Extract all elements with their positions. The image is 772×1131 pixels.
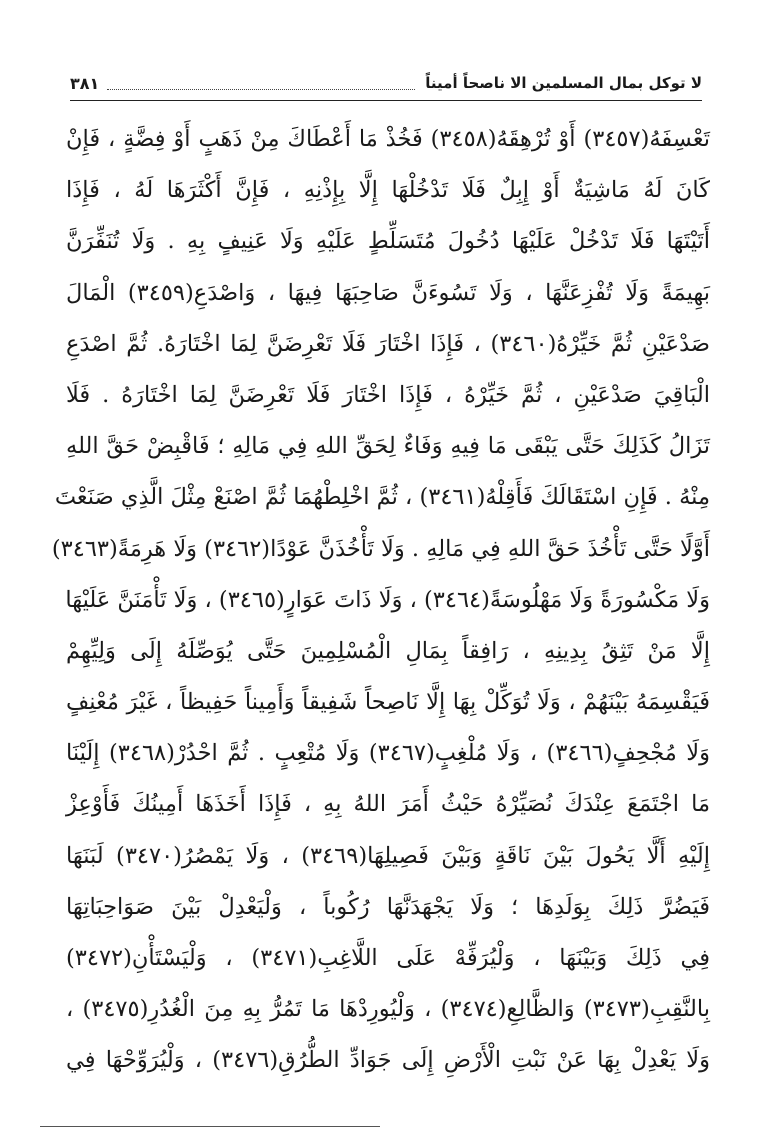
text-line: بِالنَّقِبِ(٣٤٧٣) وَالظَّالِعِ(٣٤٧٤) ، وَلْيُورِدْهَا مَا تَمُرُّ بِهِ مِنَ الْغُدُرِ(٣٤٧٥) ،	[66, 996, 711, 1023]
text-line: فَيَضُرَّ ذَلِكَ بِوَلَدِهَا ؛ وَلَا يَجْهَدَنَّهَا رُكُوباً ، وَلْيَعْدِلْ بَيْنَ صَوَاحِبَاتِهَا	[66, 893, 710, 920]
text-line: وَلَا مَكْسُورَةً وَلَا مَهْلُوسَةً(٣٤٦٤) ، وَلَا ذَاتَ عَوَارٍ(٣٤٦٥) ، وَلَا تَأْمَنَنَّ عَلَيْهَا	[65, 586, 710, 613]
text-line: وَلَا يَعْدِلْ بِهَا عَنْ نَبْتِ الْأَرْضِ إِلَى جَوَادِّ الطُّرُقِ(٣٤٧٦) ، وَلْيُرَوِّحْهَا فِي	[66, 1047, 711, 1074]
text-line: إِلَيْهِ أَلَّا يَحُولَ بَيْنَ نَاقَةٍ وَبَيْنَ فَصِيلِهَا(٣٤٦٩) ، وَلَا يَمْصُرُ(٣٤٧٠) لَبَنَهَا	[66, 842, 711, 869]
text-line: الْبَاقِيَ صَدْعَيْنِ ، ثُمَّ خَيِّرْهُ ، فَإِذَا اخْتَارَ فَلَا تَعْرِضَنَّ لِمَا اخْتَارَهُ . فَلَا	[66, 381, 710, 408]
text-line: تَزَالُ كَذَلِكَ حَتَّى يَبْقَى مَا فِيهِ وَفَاءٌ لِحَقِّ اللهِ فِي مَالِهِ ؛ فَاقْبِضْ حَقَّ اللهِ	[66, 433, 710, 460]
text-line: إِلَّا مَنْ تَثِقُ بِدِينِهِ ، رَافِقاً بِمَالِ الْمُسْلِمِينَ حَتَّى يُوَصِّلَهُ إِلَى وَلِيِّهِمْ	[66, 637, 710, 664]
text-line: مِنْهُ . فَإِنِ اسْتَقَالَكَ فَأَقِلْهُ(٣٤٦١) ، ثُمَّ اخْلِطْهُمَا ثُمَّ اصْنَعْ مِثْلَ الَّذِي صَنَعْتَ	[54, 484, 710, 511]
text-line: أَوَّلًا حَتَّى تَأْخُذَ حَقَّ اللهِ فِي مَالِهِ . وَلَا تَأْخُذَنَّ عَوْدًا(٣٤٦٢) وَلَا هَرِمَةً(٣٤٦٣)	[51, 535, 710, 562]
page-header	[70, 66, 702, 101]
text-line: كَانَ لَهُ مَاشِيَةٌ أَوْ إِبِلٌ فَلَا تَدْخُلْهَا إِلَّا بِإِذْنِهِ ، فَإِنَّ أَكْثَرَهَا لَهُ ، فَإِذَا	[66, 177, 710, 204]
footnote-divider	[40, 1126, 380, 1127]
text-line: وَلَا مُجْحِفٍ(٣٤٦٦) ، وَلَا مُلْغِبٍ(٣٤٦٧) وَلَا مُتْعِبٍ . ثُمَّ احْدُرْ(٣٤٦٨) إِلَيْنَا	[66, 740, 710, 767]
header-dot-leader	[107, 77, 415, 90]
running-title: لا توكل بمال المسلمين الا ناصحاً أميناً	[425, 74, 702, 92]
text-line: فِي ذَلِكَ وَبَيْنَهَا ، وَلْيُرَفِّهْ عَلَى اللَّاغِبِ(٣٤٧١) ، وَلْيَسْتَأْنِ(٣٤٧٢)	[66, 945, 711, 971]
text-line: أَتَيْتَهَا فَلَا تَدْخُلْ عَلَيْهَا دُخُولَ مُتَسَلِّطٍ عَلَيْهِ وَلَا عَنِيفٍ بِهِ . وَلَا تُنَفِّرَنَّ	[66, 228, 710, 255]
text-line: فَيَقْسِمَهُ بَيْنَهُمْ ، وَلَا تُوَكِّلْ بِهَا إِلَّا نَاصِحاً شَفِيقاً وَأَمِيناً حَفِيظاً ، غَيْرَ مُعْنِفٍ	[66, 689, 710, 716]
text-line: تَعْسِفَهُ(٣٤٥٧) أَوْ تُرْهِقَهُ(٣٤٥٨) فَخُذْ مَا أَعْطَاكَ مِنْ ذَهَبٍ أَوْ فِضَّةٍ ، فَإِنْ	[66, 126, 710, 152]
text-line: مَا اجْتَمَعَ عِنْدَكَ نُصَيِّرْهُ حَيْثُ أَمَرَ اللهُ بِهِ ، فَإِذَا أَخَذَهَا أَمِينُكَ فَأَوْعِزْ	[66, 791, 710, 818]
body-text	[51, 114, 711, 1087]
text-line: صَدْعَيْنِ ثُمَّ خَيِّرْهُ(٣٤٦٠) ، فَإِذَا اخْتَارَ فَلَا تَعْرِضَنَّ لِمَا اخْتَارَهُ. ثُمَّ اصْدَعِ	[66, 330, 710, 357]
page-number: ٣٨١	[70, 73, 100, 93]
text-line: بَهِيمَةً وَلَا تُفْزِعَنَّهَا ، وَلَا تَسُوءَنَّ صَاحِبَهَا فِيهَا ، وَاصْدَعِ(٣٤٥٩) الْمَالَ	[66, 279, 710, 306]
